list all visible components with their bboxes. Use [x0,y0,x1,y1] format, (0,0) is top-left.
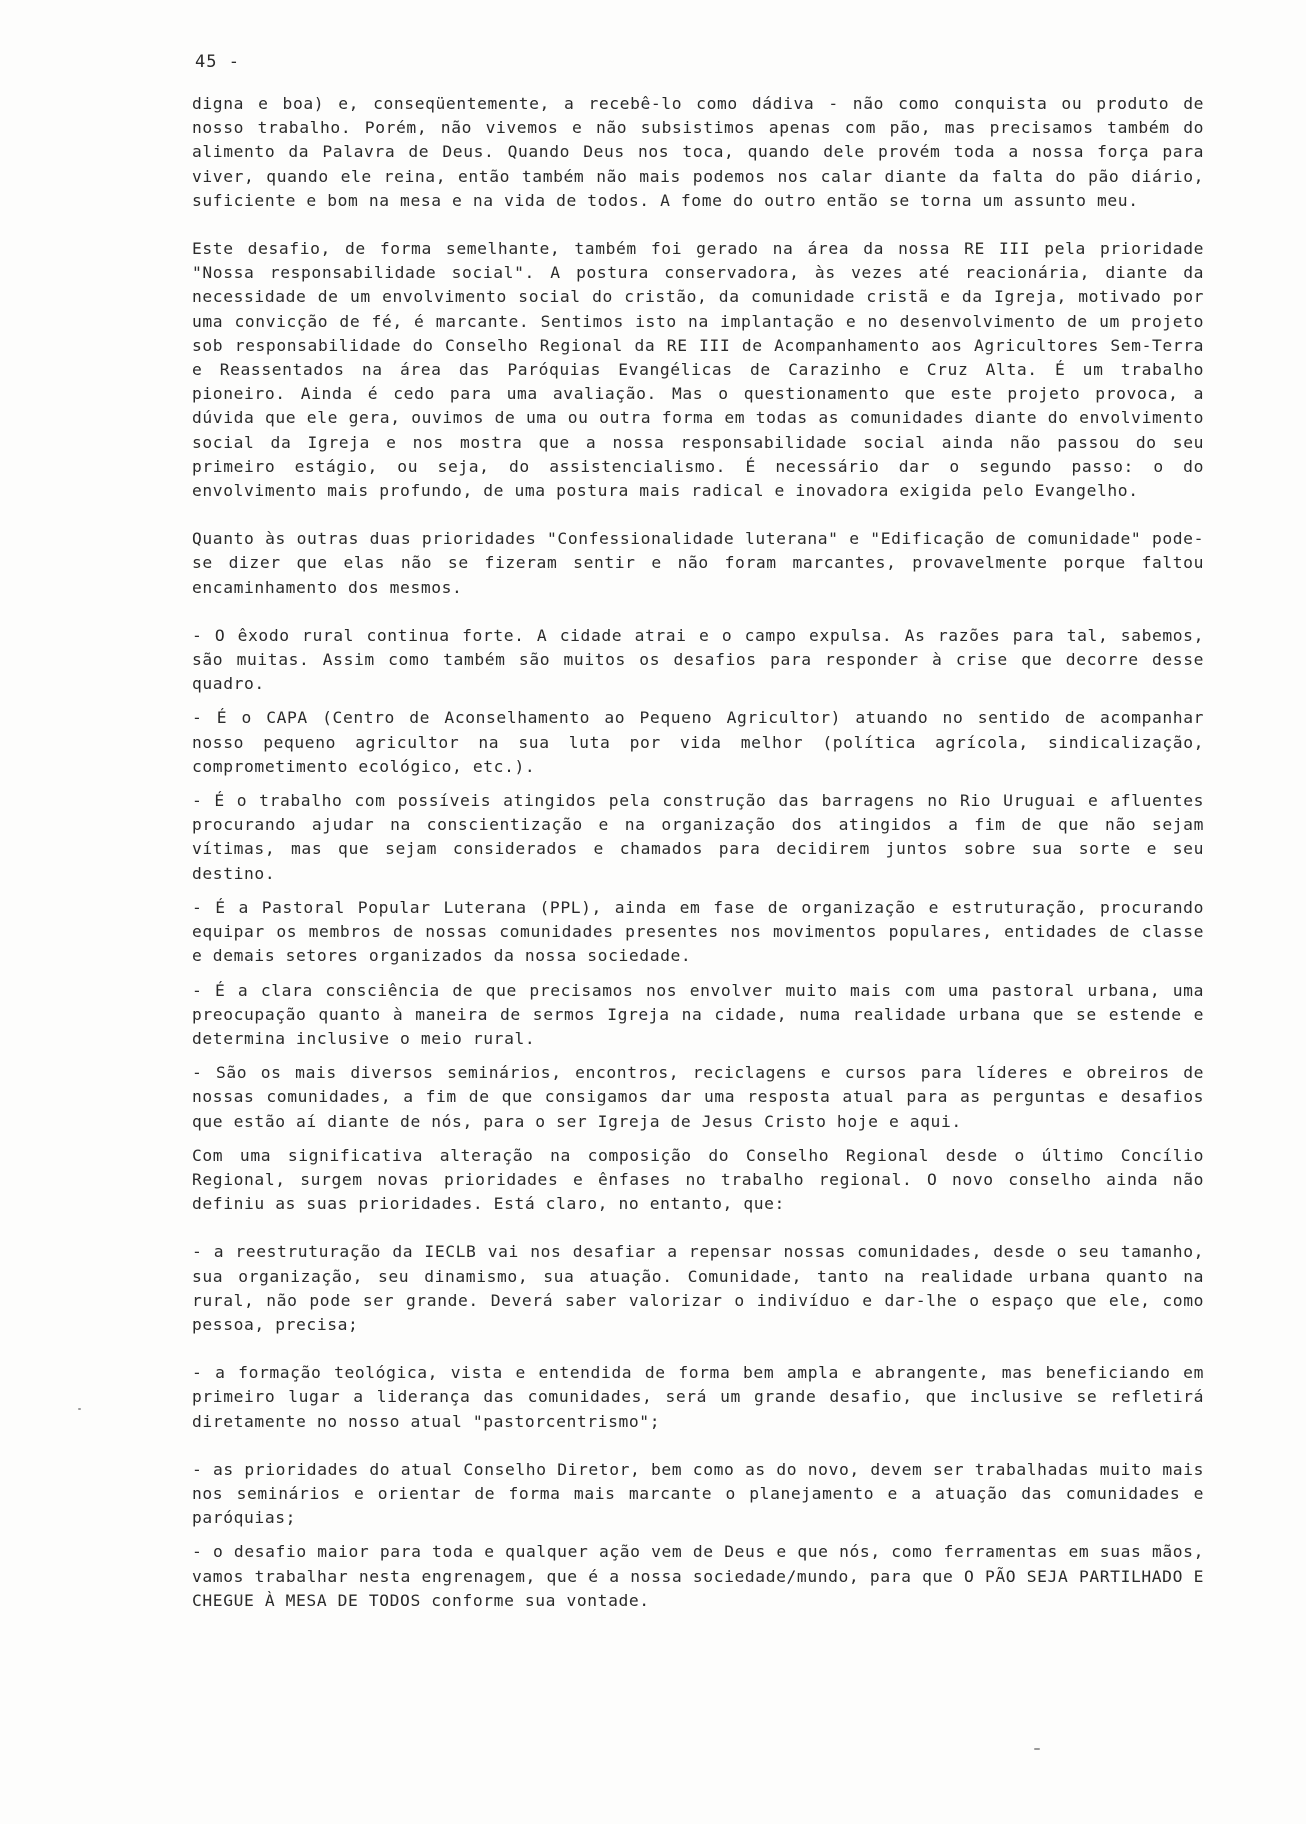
paragraph-1: digna e boa) e, conseqüentemente, a recebê-lo como dádiva - não como conquista ou produto de nosso trabalho. Porém, não vivemos e não subsistimos apenas com pão, mas precisamos também do alimento da Palavra de Deus. Quando Deus nos toca, quando dele provém toda a nossa força para viver, quando ele reina, então também não mais podemos nos calar diante da falta do pão diário, suficiente e bom na mesa e na vida de todos. A fome do outro então se torna um assunto meu. [192,94,1204,210]
list-item-pastoral-urbana: - É a clara consciência de que precisamos nos envolver muito mais com uma pastoral urbana, uma preocupação quanto à maneira de sermos Igreja na cidade, numa realidade urbana que se estende e determina inclusive o meio rural. [192,980,1204,1048]
paragraph-3: Quanto às outras duas prioridades "Confessionalidade luterana" e "Edificação de comunidade" pode-se dizer que elas não se fizeram sentir e não foram marcantes, provavelmente porque faltou encaminhamento dos mesmos. [192,529,1204,597]
list-item-desafio-maior: - o desafio maior para toda e qualquer ação vem de Deus e que nós, como ferramentas em suas mãos, vamos trabalhar nesta engrenagem, que é a nossa sociedade/mundo, para que O PÃO SEJA PARTILHADO E CHEGUE À MESA DE TODOS conforme sua vontade. [192,1542,1204,1610]
list-item-barragens: - É o trabalho com possíveis atingidos pela construção das barragens no Rio Uruguai e afluentes procurando ajudar na conscientização e na organização dos atingidos a fim de que não sejam vítimas, mas que sejam considerados e chamados para decidirem juntos sobre sua sorte e seu destino. [192,791,1204,883]
document-body [192,92,1204,1613]
list-item-exodo-rural: - O êxodo rural continua forte. A cidade atrai e o campo expulsa. As razões para tal, sabemos, são muitas. Assim como também são muitos os desafios para responder à crise que decorre desse quadro. [192,625,1204,694]
list-item-prioridades: - as prioridades do atual Conselho Diretor, bem como as do novo, devem ser trabalhadas muito mais nos seminários e orientar de forma mais marcante o planejamento e a atuação das comunidades e paróquias; [192,1459,1204,1528]
scan-speck [1034,1748,1040,1750]
paragraph-conselho-regional: Com uma significativa alteração na composição do Conselho Regional desde o último Concílio Regional, surgem novas prioridades e ênfases no trabalho regional. O novo conselho ainda não definiu as suas prioridades. Está claro, no entanto, que: [192,1145,1204,1214]
scan-speck [78,1408,81,1410]
list-item-seminarios: - São os mais diversos seminários, encontros, reciclagens e cursos para líderes e obreiros de nossas comunidades, a fim de que consigamos dar uma resposta atual para as perguntas e desafios que estão aí diante de nós, para o ser Igreja de Jesus Cristo hoje e aqui. [192,1063,1204,1131]
list-item-reestruturacao: - a reestruturação da IECLB vai nos desafiar a repensar nossas comunidades, desde o seu tamanho, sua organização, seu dinamismo, sua atuação. Comunidade, tanto na realidade urbana quanto na rural, não pode ser grande. Deverá saber valorizar o indivíduo e dar-lhe o espaço que ele, como pessoa, precisa; [192,1242,1204,1334]
page-number: 45 - [195,52,240,72]
list-item-capa: - É o CAPA (Centro de Aconselhamento ao Pequeno Agricultor) atuando no sentido de acompanhar nosso pequeno agricultor na sua luta por vida melhor (política agrícola, sindicalização, comprometimento ecológico, etc.). [192,708,1204,776]
list-item-ppl: - É a Pastoral Popular Luterana (PPL), ainda em fase de organização e estruturação, procurando equipar os membros de nossas comunidades presentes nos movimentos populares, entidades de classe e demais setores organizados da nossa sociedade. [192,897,1204,966]
paragraph-2: Este desafio, de forma semelhante, também foi gerado na área da nossa RE III pela prioridade "Nossa responsabilidade social". A postura conservadora, às vezes até reacionária, diante da necessidade de um envolvimento social do cristão, da comunidade cristã e da Igreja, motivado por uma convicção de fé, é marcante. Sentimos isto na implantação e no desenvolvimento de um projeto sob responsabilidade do Conselho Regional da RE III de Acompanhamento aos Agricultores Sem-Terra e Reassentados na área das Paróquias Evangélicas de Carazinho e Cruz Alta. É um trabalho pioneiro. Ainda é cedo para uma avaliação. Mas o questionamento que este projeto provoca, a dúvida que ele gera, ouvimos de uma ou outra forma em todas as comunidades diante do envolvimento social da Igreja e nos mostra que a nossa responsabilidade social ainda não passou do seu primeiro estágio, ou seja, do assistencialismo. É necessário dar o segundo passo: o do envolvimento mais profundo, de uma postura mais radical e inovadora exigida pelo Evangelho. [192,239,1204,501]
list-item-formacao-teologica: - a formação teológica, vista e entendida de forma bem ampla e abrangente, mas beneficiando em primeiro lugar a liderança das comunidades, será um grande desafio, que inclusive se refletirá diretamente no nosso atual "pastorcentrismo"; [192,1363,1204,1431]
